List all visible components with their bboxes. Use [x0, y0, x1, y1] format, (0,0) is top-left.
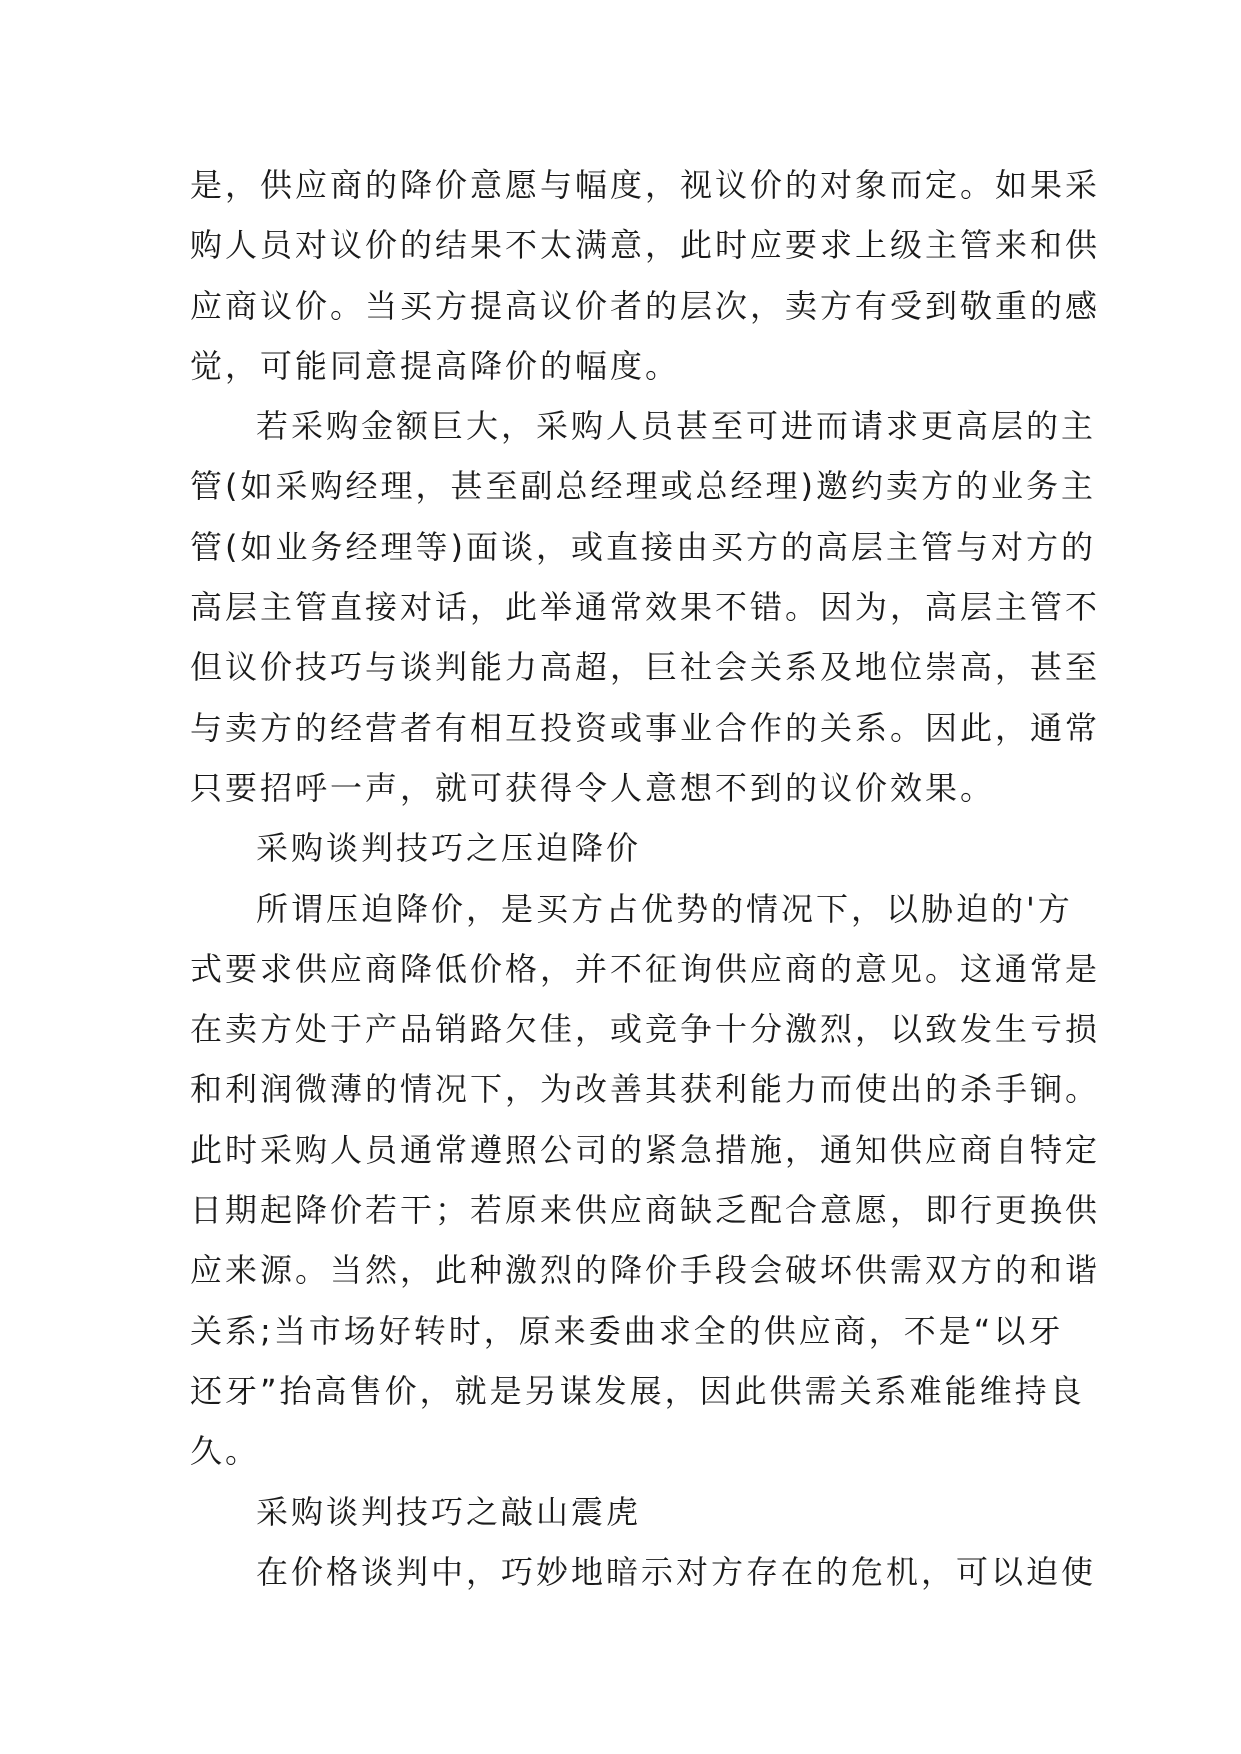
section-heading: 采购谈判技巧之敲山震虎	[256, 1492, 642, 1531]
text-line: 所谓压迫降价，是买方占优势的情况下，以胁迫的'方	[256, 889, 1073, 928]
text-line: 此时采购人员通常遵照公司的紧急措施，通知供应商自特定	[190, 1130, 1101, 1169]
text-line: 但议价技巧与谈判能力高超，巨社会关系及地位崇高，甚至	[190, 648, 1101, 687]
text-line: 若采购金额巨大，采购人员甚至可进而请求更高层的主	[256, 407, 1097, 446]
text-line: 久。	[190, 1432, 261, 1471]
text-line: 只要招呼一声，就可获得令人意想不到的议价效果。	[190, 768, 996, 807]
text-line: 高层主管直接对话，此举通常效果不错。因为，高层主管不	[190, 588, 1101, 627]
text-line: 在价格谈判中，巧妙地暗示对方存在的危机，可以迫使	[256, 1552, 1097, 1591]
text-line: 是，供应商的降价意愿与幅度，视议价的对象而定。如果采	[190, 166, 1101, 204]
text-line: 在卖方处于产品销路欠佳，或竞争十分激烈，以致发生亏损	[190, 1010, 1101, 1049]
text-line: 与卖方的经营者有相互投资或事业合作的关系。因此，通常	[190, 708, 1101, 747]
text-line: 应来源。当然，此种激烈的降价手段会破坏供需双方的和谐	[190, 1251, 1101, 1290]
text-line: 式要求供应商降低价格，并不征询供应商的意见。这通常是	[190, 949, 1101, 988]
text-line: 和利润微薄的情况下，为改善其获利能力而使出的杀手锏。	[190, 1070, 1101, 1109]
text-line: 还牙”抬高售价，就是另谋发展，因此供需关系难能维持良	[190, 1371, 1085, 1410]
text-line: 管(如业务经理等)面谈，或直接由买方的高层主管与对方的	[190, 527, 1096, 566]
document-body	[190, 155, 1101, 1602]
text-line: 管(如采购经理，甚至副总经理或总经理)邀约卖方的业务主	[190, 467, 1096, 506]
text-line: 应商议价。当买方提高议价者的层次，卖方有受到敬重的感	[190, 286, 1101, 325]
text-line: 觉，可能同意提高降价的幅度。	[190, 346, 681, 385]
text-line: 关系;当市场好转时，原来委曲求全的供应商，不是“以牙	[190, 1311, 1064, 1350]
text-line: 购人员对议价的结果不太满意，此时应要求上级主管来和供	[190, 226, 1101, 265]
section-heading: 采购谈判技巧之压迫降价	[256, 829, 642, 868]
text-line: 日期起降价若干；若原来供应商缺乏配合意愿，即行更换供	[190, 1191, 1101, 1230]
